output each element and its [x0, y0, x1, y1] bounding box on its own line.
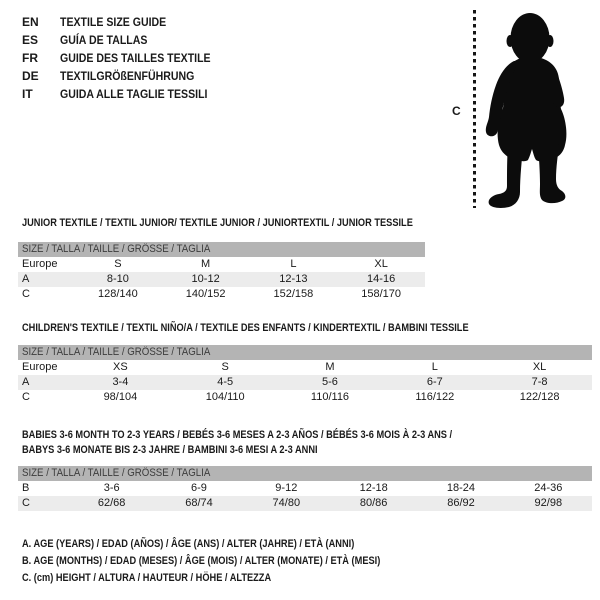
- table-cell: 62/68: [97, 497, 126, 509]
- table-cell: 4-5: [217, 376, 234, 388]
- table-cell: XL: [374, 258, 388, 270]
- toddler-silhouette-icon: [481, 8, 576, 208]
- language-row: [22, 13, 231, 31]
- table-cell: S: [221, 361, 229, 373]
- table-cell: 128/140: [97, 288, 138, 300]
- height-measure-label: C: [452, 104, 461, 118]
- size-header-text: SIZE / TALLA / TAILLE / GRÖSSE / TAGLIA: [22, 467, 211, 479]
- legend-line: [22, 570, 449, 587]
- table-cell: M: [325, 361, 335, 373]
- legend-line-text: A. AGE (YEARS) / EDAD (AÑOS) / ÂGE (ANS) / ALTER (JAHRE) / ETÀ (ANNI): [22, 538, 355, 550]
- language-code: FR: [22, 51, 38, 65]
- table-cell: 98/104: [103, 391, 138, 403]
- table-cell: XS: [113, 361, 128, 373]
- table-row: [18, 287, 425, 302]
- language-code: ES: [22, 33, 39, 47]
- table-cell: 68/74: [185, 497, 213, 509]
- language-row: [22, 49, 231, 67]
- table-cell: 3-4: [112, 376, 129, 388]
- legend: [22, 536, 449, 587]
- language-label: TEXTILGRÖßENFÜHRUNG: [60, 69, 195, 83]
- language-code: IT: [22, 87, 33, 101]
- table-row: [18, 375, 592, 390]
- table-cell: 122/128: [519, 391, 560, 403]
- table-cell: 10-12: [191, 273, 220, 285]
- size-header-text: SIZE / TALLA / TAILLE / GRÖSSE / TAGLIA: [22, 346, 211, 358]
- legend-line: [22, 553, 449, 570]
- table-cell: 80/86: [359, 497, 388, 509]
- height-figure: [448, 6, 598, 214]
- table-cell: 152/158: [273, 288, 314, 300]
- size-table-grid: [18, 466, 592, 511]
- language-list: [22, 13, 231, 103]
- language-row: [22, 67, 231, 85]
- language-label: GUIDA ALLE TAGLIE TESSILI: [60, 87, 208, 101]
- size-table-grid: [18, 345, 592, 405]
- language-code: DE: [22, 69, 39, 83]
- legend-line-text: C. (cm) HEIGHT / ALTURA / HAUTEUR / HÖHE / ALTEZZA: [22, 572, 272, 584]
- legend-line: [22, 536, 449, 553]
- table-cell: 110/116: [310, 391, 350, 403]
- row-label: C: [22, 288, 30, 300]
- size-header-text: SIZE / TALLA / TAILLE / GRÖSSE / TAGLIA: [22, 243, 211, 255]
- table-cell: 9-12: [275, 482, 298, 494]
- size-header-bar: [18, 242, 425, 257]
- size-table-title-text: BABYS 3-6 MONATE BIS 2-3 JAHRE / BAMBINI 3-6 MESI A 2-3 ANNI: [22, 444, 318, 456]
- size-table-grid: [18, 242, 425, 302]
- table-cell: L: [290, 258, 297, 270]
- row-label: C: [22, 391, 30, 403]
- language-label: GUÍA DE TALLAS: [60, 33, 148, 47]
- table-cell: 14-16: [367, 273, 396, 285]
- table-cell: 7-8: [531, 376, 548, 388]
- size-table-title-text: BABIES 3-6 MONTH TO 2-3 YEARS / BEBÉS 3-6 MESES A 2-3 AÑOS / BÉBÉS 3-6 MOIS À 2-3 ANS /: [22, 429, 453, 441]
- table-cell: 140/152: [185, 288, 226, 300]
- legend-line-text: B. AGE (MONTHS) / EDAD (MESES) / ÂGE (MOIS) / ALTER (MONATE) / ETÀ (MESI): [22, 555, 381, 567]
- height-measure-line: [473, 10, 476, 208]
- row-label: Europe: [22, 361, 58, 373]
- language-label: TEXTILE SIZE GUIDE: [60, 15, 167, 29]
- size-header-bar: [18, 345, 592, 360]
- row-label: A: [22, 376, 30, 388]
- size-table-title: [18, 321, 592, 336]
- table-row: [18, 481, 592, 496]
- language-row: [22, 85, 231, 103]
- table-cell: 6-9: [191, 482, 207, 494]
- table-cell: 3-6: [103, 482, 120, 494]
- table-row: [18, 272, 425, 287]
- size-table: [18, 216, 425, 302]
- language-code: EN: [22, 15, 39, 29]
- size-table-title: [18, 216, 425, 231]
- table-cell: 6-7: [426, 376, 443, 388]
- table-row: [18, 390, 592, 405]
- table-cell: M: [201, 258, 211, 270]
- table-cell: 12-18: [359, 482, 388, 494]
- table-cell: L: [431, 361, 438, 373]
- table-cell: 5-6: [322, 376, 338, 388]
- row-label: Europe: [22, 258, 58, 270]
- table-cell: 8-10: [106, 273, 129, 285]
- table-cell: 158/170: [361, 288, 401, 300]
- table-cell: 18-24: [446, 482, 476, 494]
- size-table-title: [18, 428, 592, 443]
- language-label: GUIDE DES TAILLES TEXTILE: [60, 51, 211, 65]
- size-table-title-text: CHILDREN'S TEXTILE / TEXTIL NIÑO/A / TEXTILE DES ENFANTS / KINDERTEXTIL / BAMBINI TESSILE: [22, 322, 469, 334]
- table-cell: 104/110: [205, 391, 245, 403]
- row-label: A: [22, 273, 30, 285]
- table-cell: 86/92: [447, 497, 475, 509]
- size-header-bar: [18, 466, 592, 481]
- row-label: B: [22, 482, 30, 494]
- size-table: [18, 428, 592, 511]
- size-table-title: [18, 443, 592, 458]
- size-table-title-text: JUNIOR TEXTILE / TEXTIL JUNIOR/ TEXTILE JUNIOR / JUNIORTEXTIL / JUNIOR TESSILE: [22, 217, 413, 229]
- row-label: C: [22, 497, 30, 509]
- table-cell: 74/80: [272, 497, 301, 509]
- table-cell: 24-36: [534, 482, 563, 494]
- table-cell: 12-13: [279, 273, 308, 285]
- table-row: [18, 360, 592, 375]
- size-table: [18, 321, 592, 405]
- table-cell: XL: [532, 361, 547, 373]
- table-cell: 116/122: [415, 391, 455, 403]
- table-row: [18, 257, 425, 272]
- table-cell: 92/98: [534, 497, 563, 509]
- table-cell: S: [114, 258, 122, 270]
- language-row: [22, 31, 231, 49]
- table-row: [18, 496, 592, 511]
